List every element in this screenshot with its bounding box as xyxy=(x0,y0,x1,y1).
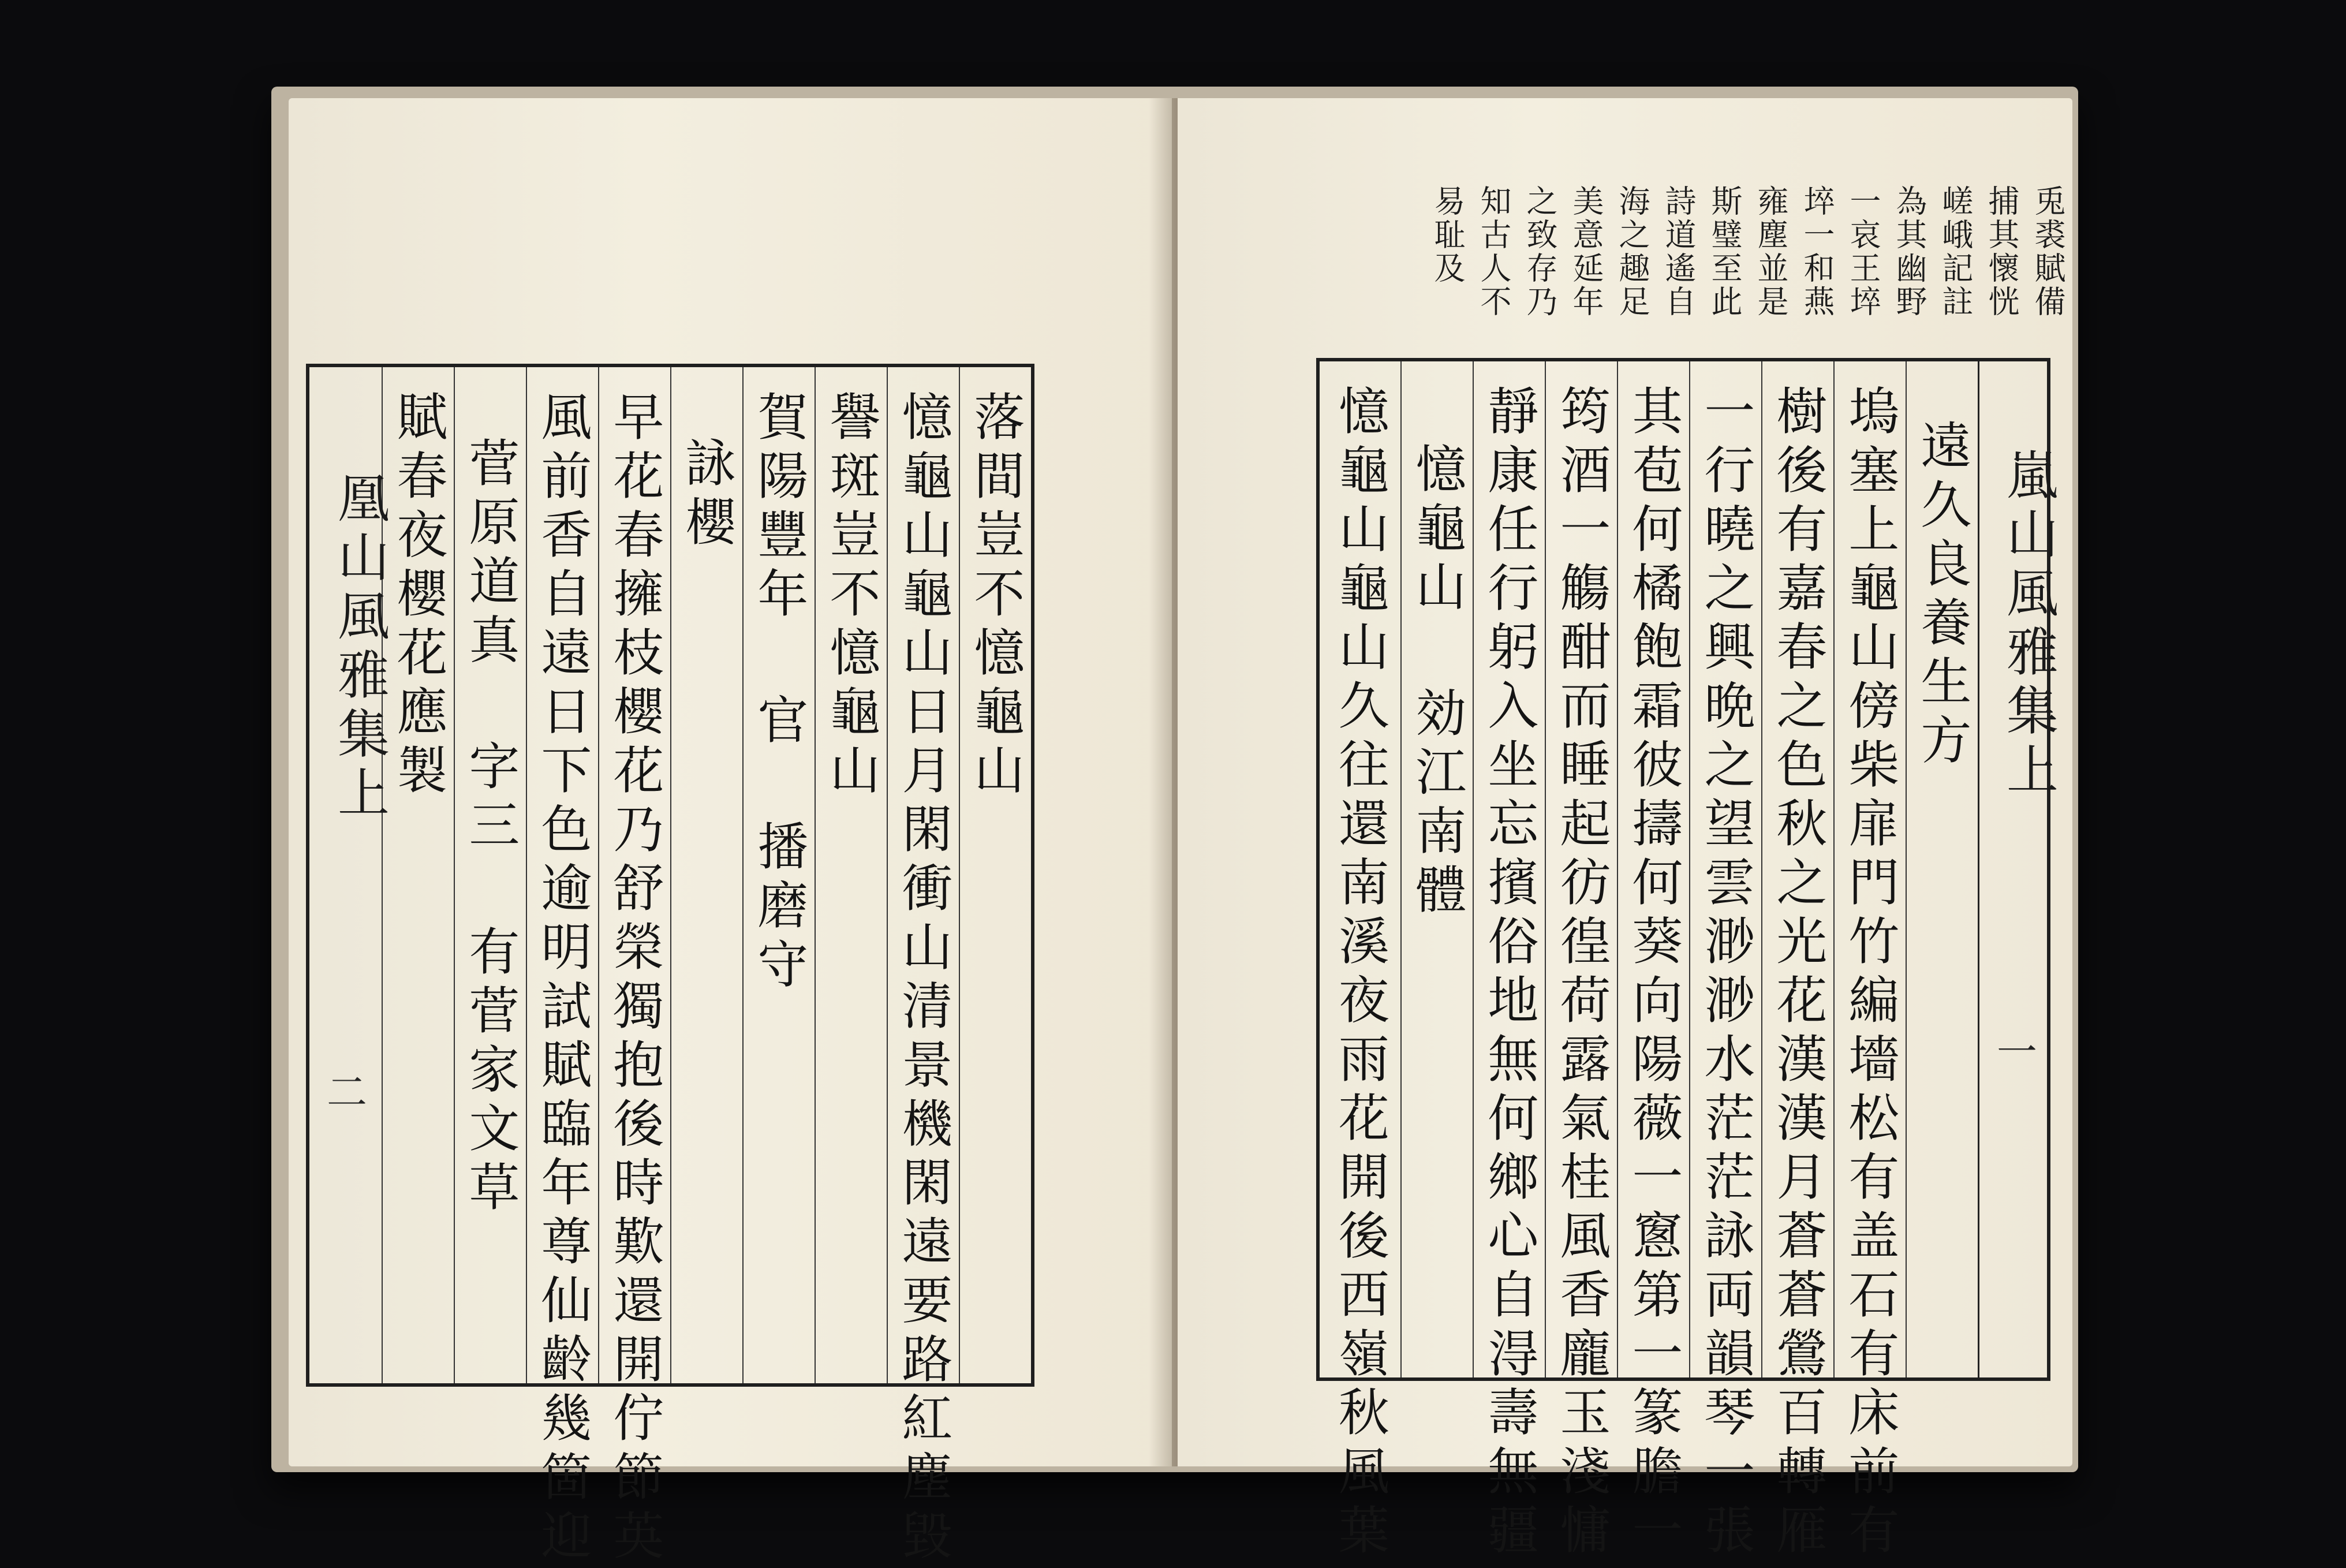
text-column xyxy=(1617,361,1689,1562)
note-line: 埣一和燕 xyxy=(1799,185,1835,319)
column-text: 賀陽豐年 官 播磨守 xyxy=(749,390,809,996)
spine-title: 凰山風雅集上 xyxy=(328,471,389,824)
note-line: 知古人不 xyxy=(1475,185,1512,319)
spine-title: 嵐山風雅集上 xyxy=(1997,448,2058,801)
column-text: 風前香自遠日下色逾明試賦臨年尊仙齡幾箇迎 xyxy=(533,390,593,1568)
column-text: 詠櫻 xyxy=(677,436,737,554)
column-text: 落間豈不憶龜山 xyxy=(966,390,1026,802)
spine-column xyxy=(1978,361,2058,1377)
right-text-frame xyxy=(1316,358,2058,1562)
folio-number: 二 xyxy=(327,1069,367,1116)
text-column xyxy=(1545,361,1617,1562)
column-text: 遠久良養生方 xyxy=(1912,419,1973,772)
note-line: 斯璧至此 xyxy=(1706,185,1743,319)
column-text: 賦春夜櫻花應製 xyxy=(388,390,449,802)
left-text-frame xyxy=(306,364,1034,1568)
note-line: 易耻及 xyxy=(1429,185,1466,285)
column-text: 其苞何橘飽霜彼擣何葵向陽薇一窻第一篆膽一 xyxy=(1624,384,1684,1562)
column-text: 早花春擁枝櫻花乃舒榮獨抱後時歎還開佇節英 xyxy=(605,390,665,1568)
note-line: 為其幽野 xyxy=(1891,185,1927,319)
text-column xyxy=(1689,361,1761,1562)
note-line: 美意延年 xyxy=(1568,185,1604,319)
text-column xyxy=(815,367,887,1383)
text-column xyxy=(742,367,815,1383)
note-line: 雍塵並是 xyxy=(1753,185,1789,319)
note-line: 捕其懷恍 xyxy=(1983,185,2020,319)
text-column xyxy=(598,367,670,1568)
column-text: 憶龜山 効江南體 xyxy=(1407,442,1467,922)
text-column xyxy=(526,367,598,1568)
text-column xyxy=(1320,361,1400,1562)
column-text: 靜康任行躬入坐忘擯俗地無何鄉心自淂壽無疆 xyxy=(1480,384,1540,1562)
note-line: 詩道遙自 xyxy=(1660,185,1697,319)
text-column xyxy=(1833,361,1906,1562)
column-text: 憶龜山龜山日月閑衝山清景機閑遠要路紅塵毀 xyxy=(894,390,954,1568)
spine-column xyxy=(309,367,389,1383)
note-line: 兎裘賦備 xyxy=(2030,185,2066,319)
note-line: 嵯峨記註 xyxy=(1937,185,1974,319)
column-text: 筠酒一觴酣而睡起彷徨荷露氣桂風香龐玉淺慵 xyxy=(1552,384,1612,1562)
note-line: 一哀王埣 xyxy=(1845,185,1881,319)
column-text: 一行曉之興晩之望雲渺渺水茫茫詠両韻琴一張 xyxy=(1696,384,1756,1562)
column-text: 憶龜山龜山久往還南溪夜雨花開後西嶺秋風葉 xyxy=(1330,384,1390,1562)
note-line: 之致存乃 xyxy=(1522,185,1558,319)
text-column xyxy=(1400,361,1473,1377)
column-text: 樹後有嘉春之色秋之光花漢漢月蒼蒼鶯百轉雁 xyxy=(1768,384,1828,1562)
text-column xyxy=(1473,361,1545,1562)
note-line: 海之趣足 xyxy=(1614,185,1650,319)
text-column xyxy=(1761,361,1833,1562)
column-text: 菅原道真 字三 有菅家文草 xyxy=(461,436,521,1219)
column-text: 塢塞上龜山傍柴扉門竹編墻松有盖石有床前有 xyxy=(1840,384,1900,1562)
folio-number: 一 xyxy=(1997,1028,2037,1076)
column-text: 譽斑豈不憶龜山 xyxy=(821,390,881,802)
text-column xyxy=(670,367,742,1383)
text-column xyxy=(959,367,1031,1383)
text-column xyxy=(887,367,959,1568)
text-column xyxy=(1906,361,1978,1377)
text-column xyxy=(454,367,526,1383)
marginal-notes xyxy=(1409,185,2067,358)
